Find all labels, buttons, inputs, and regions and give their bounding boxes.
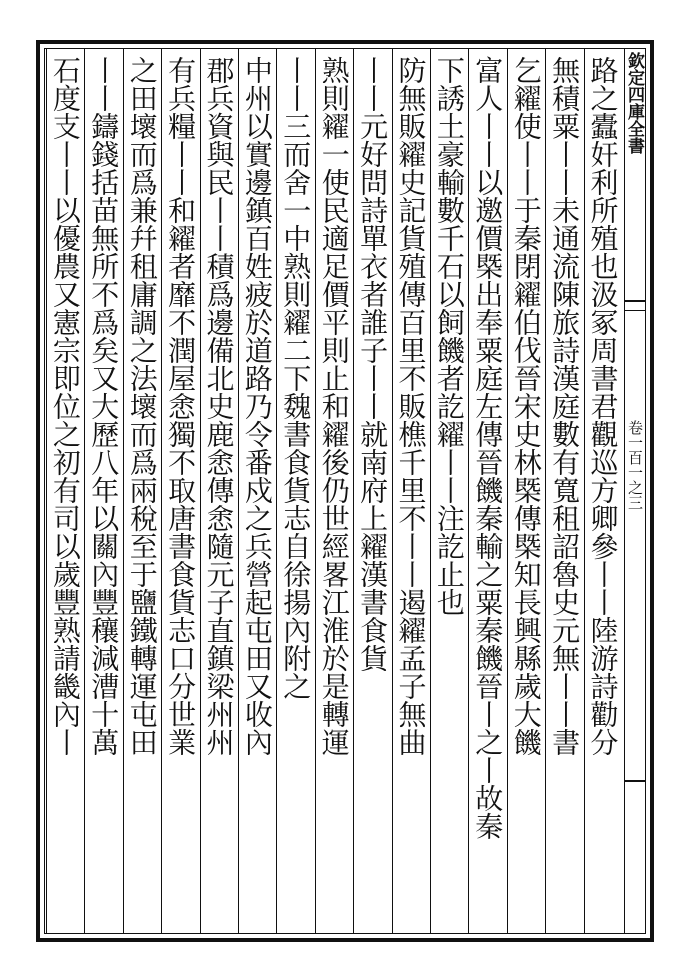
text-column: 防無販糴史記貨殖傳百里不販樵千里不丨丨遏糴孟子無曲: [394, 56, 428, 756]
text-column: 富人丨丨以邀價槩出奉粟庭左傳晉饑秦輸之粟秦饑晉丨之丨故秦: [471, 56, 505, 840]
margin-tick: [624, 780, 646, 782]
volume-label: 卷一百一之三: [626, 420, 644, 510]
fish-tail-mark: [624, 300, 646, 302]
text-column: 中州以實邊鎮百姓疲於道路乃令番戍之兵營起屯田又收內: [240, 56, 274, 756]
fish-tail-mark-lower: [624, 310, 646, 311]
text-column: 熟則糴一使民適足價平則止和糴後仍世經畧江淮於是轉運: [317, 56, 351, 756]
text-column: 丨丨鑄錢括苗無所不爲矣又大歷八年以關內豐穰減漕十萬: [87, 56, 121, 756]
margin-book-title: 欽定四庫全書: [624, 52, 644, 154]
text-column: 下誘土豪輸數千石以飼饑者訖糴丨丨注訖止也: [432, 56, 466, 616]
text-column: 石度支丨丨以優農又憲宗即位之初有司以歲豐熟請畿內丨: [48, 56, 82, 756]
text-column: 乞糴使丨丨于秦閉糴伯伐晉宋史林槩傳槩知長興縣歲大饑: [509, 56, 543, 756]
text-column: 路之蠹奸利所殖也汲冢周書君觀巡方卿參丨丨陸游詩勸分: [586, 56, 620, 756]
text-column: 郡兵資與民丨丨積爲邊備北史鹿悆傳悆隨元子直鎮梁州州: [202, 56, 236, 756]
text-column: 無積粟丨丨未通流陳旅詩漢庭數有寬租詔魯史元無丨丨書: [548, 56, 582, 756]
text-column: 有兵糧丨丨和糴者靡不潤屋悆獨不取唐書食貨志口分世業: [164, 56, 198, 756]
text-column: 丨丨三而舍一中熟則糴二下魏書食貨志自徐揚內附之: [279, 56, 313, 700]
text-column: 之田壞而爲兼幷租庸調之法壞而爲兩稅至于鹽鐵轉運屯田: [125, 56, 159, 756]
text-column: 丨丨元好問詩單衣者誰子丨丨就南府上糴漢書食貨: [356, 56, 390, 672]
